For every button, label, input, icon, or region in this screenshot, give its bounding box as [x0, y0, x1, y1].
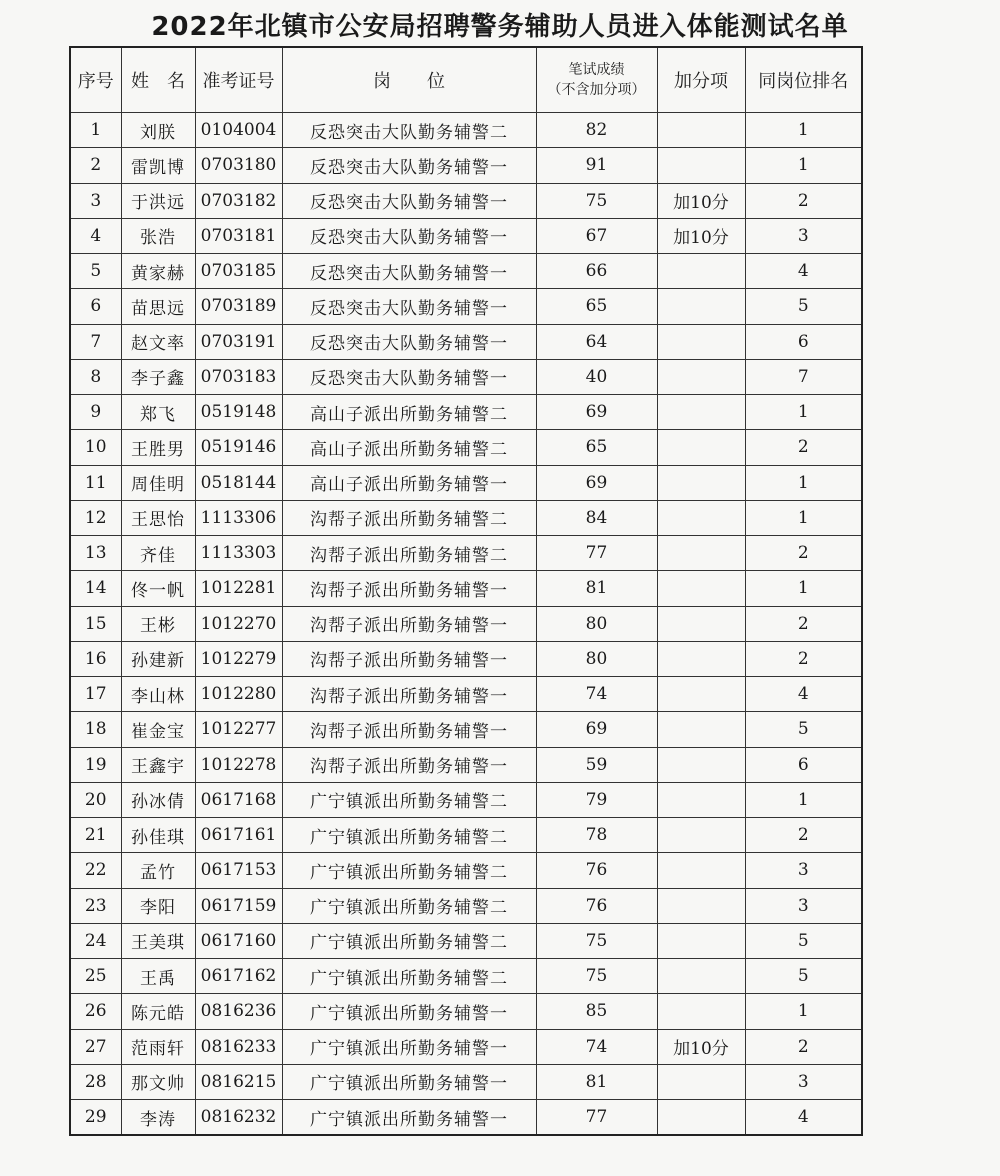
header-score-line1: 笔试成绩 [568, 62, 625, 78]
cell-exam-id: 0703191 [195, 324, 282, 359]
cell-score: 75 [536, 183, 657, 218]
cell-no: 6 [70, 289, 121, 324]
cell-no: 13 [70, 536, 121, 571]
cell-score: 76 [536, 853, 657, 888]
cell-name: 佟一帆 [121, 571, 195, 606]
candidate-table [69, 46, 863, 1136]
cell-score: 76 [536, 888, 657, 923]
cell-bonus [657, 782, 745, 817]
cell-bonus [657, 148, 745, 183]
cell-score: 74 [536, 1029, 657, 1064]
cell-bonus [657, 465, 745, 500]
cell-no: 11 [70, 465, 121, 500]
cell-bonus [657, 289, 745, 324]
cell-post: 反恐突击大队勤务辅警一 [282, 148, 536, 183]
cell-bonus [657, 606, 745, 641]
cell-post: 沟帮子派出所勤务辅警一 [282, 677, 536, 712]
cell-score: 69 [536, 465, 657, 500]
cell-bonus: 加10分 [657, 183, 745, 218]
cell-exam-id: 0703182 [195, 183, 282, 218]
cell-post: 广宁镇派出所勤务辅警一 [282, 1064, 536, 1099]
cell-rank: 4 [745, 677, 862, 712]
cell-exam-id: 0519148 [195, 395, 282, 430]
cell-exam-id: 1012278 [195, 747, 282, 782]
cell-post: 广宁镇派出所勤务辅警一 [282, 1100, 536, 1136]
cell-name: 李阳 [121, 888, 195, 923]
table-row [70, 254, 862, 289]
cell-exam-id: 0617160 [195, 923, 282, 958]
table-row [70, 430, 862, 465]
table-row [70, 853, 862, 888]
cell-post: 沟帮子派出所勤务辅警二 [282, 500, 536, 535]
cell-bonus [657, 959, 745, 994]
cell-bonus [657, 641, 745, 676]
cell-score: 77 [536, 1100, 657, 1136]
cell-no: 14 [70, 571, 121, 606]
cell-exam-id: 1012277 [195, 712, 282, 747]
cell-name: 王鑫宇 [121, 747, 195, 782]
cell-no: 29 [70, 1100, 121, 1136]
header-exam-id: 准考证号 [195, 47, 282, 113]
cell-score: 85 [536, 994, 657, 1029]
cell-bonus [657, 677, 745, 712]
table-row [70, 959, 862, 994]
cell-rank: 2 [745, 818, 862, 853]
cell-name: 张浩 [121, 218, 195, 253]
cell-post: 反恐突击大队勤务辅警一 [282, 359, 536, 394]
cell-rank: 2 [745, 430, 862, 465]
table-row [70, 183, 862, 218]
cell-score: 65 [536, 289, 657, 324]
cell-exam-id: 1012270 [195, 606, 282, 641]
cell-post: 广宁镇派出所勤务辅警一 [282, 994, 536, 1029]
cell-no: 2 [70, 148, 121, 183]
cell-post: 高山子派出所勤务辅警二 [282, 395, 536, 430]
cell-name: 刘朕 [121, 113, 195, 148]
cell-rank: 5 [745, 923, 862, 958]
cell-exam-id: 0617153 [195, 853, 282, 888]
cell-score: 66 [536, 254, 657, 289]
cell-rank: 4 [745, 254, 862, 289]
cell-score: 84 [536, 500, 657, 535]
cell-name: 齐佳 [121, 536, 195, 571]
table-row [70, 465, 862, 500]
cell-post: 广宁镇派出所勤务辅警二 [282, 959, 536, 994]
table-row [70, 606, 862, 641]
cell-score: 80 [536, 641, 657, 676]
cell-no: 4 [70, 218, 121, 253]
cell-exam-id: 1012279 [195, 641, 282, 676]
cell-no: 24 [70, 923, 121, 958]
cell-score: 64 [536, 324, 657, 359]
table-row [70, 923, 862, 958]
cell-name: 王美琪 [121, 923, 195, 958]
table-row [70, 289, 862, 324]
cell-name: 周佳明 [121, 465, 195, 500]
cell-exam-id: 1113306 [195, 500, 282, 535]
cell-post: 广宁镇派出所勤务辅警二 [282, 818, 536, 853]
cell-exam-id: 0617168 [195, 782, 282, 817]
cell-score: 79 [536, 782, 657, 817]
header-bonus: 加分项 [657, 47, 745, 113]
cell-name: 孙佳琪 [121, 818, 195, 853]
cell-rank: 1 [745, 782, 862, 817]
cell-rank: 2 [745, 1029, 862, 1064]
table-row [70, 536, 862, 571]
cell-name: 郑飞 [121, 395, 195, 430]
cell-rank: 3 [745, 888, 862, 923]
table-row [70, 1100, 862, 1136]
cell-post: 沟帮子派出所勤务辅警一 [282, 747, 536, 782]
cell-bonus [657, 500, 745, 535]
cell-name: 崔金宝 [121, 712, 195, 747]
cell-score: 67 [536, 218, 657, 253]
cell-bonus [657, 536, 745, 571]
cell-rank: 6 [745, 747, 862, 782]
cell-rank: 2 [745, 536, 862, 571]
cell-score: 65 [536, 430, 657, 465]
cell-post: 广宁镇派出所勤务辅警二 [282, 888, 536, 923]
cell-score: 80 [536, 606, 657, 641]
table-row [70, 677, 862, 712]
cell-no: 1 [70, 113, 121, 148]
cell-name: 王禹 [121, 959, 195, 994]
cell-score: 81 [536, 1064, 657, 1099]
cell-no: 9 [70, 395, 121, 430]
cell-name: 李子鑫 [121, 359, 195, 394]
table-row [70, 113, 862, 148]
cell-no: 16 [70, 641, 121, 676]
cell-bonus: 加10分 [657, 218, 745, 253]
cell-no: 27 [70, 1029, 121, 1064]
cell-no: 8 [70, 359, 121, 394]
table-row [70, 148, 862, 183]
cell-bonus [657, 853, 745, 888]
header-rank: 同岗位排名 [745, 47, 862, 113]
cell-rank: 1 [745, 994, 862, 1029]
table-row [70, 1064, 862, 1099]
cell-score: 75 [536, 923, 657, 958]
cell-no: 23 [70, 888, 121, 923]
cell-name: 王彬 [121, 606, 195, 641]
cell-post: 反恐突击大队勤务辅警二 [282, 113, 536, 148]
cell-no: 5 [70, 254, 121, 289]
cell-no: 19 [70, 747, 121, 782]
cell-score: 81 [536, 571, 657, 606]
cell-post: 广宁镇派出所勤务辅警二 [282, 923, 536, 958]
cell-bonus [657, 113, 745, 148]
table-body [70, 113, 862, 1136]
cell-rank: 2 [745, 641, 862, 676]
cell-no: 7 [70, 324, 121, 359]
header-no: 序号 [70, 47, 121, 113]
cell-name: 孙冰倩 [121, 782, 195, 817]
table-row [70, 571, 862, 606]
table-row [70, 888, 862, 923]
cell-no: 15 [70, 606, 121, 641]
cell-post: 反恐突击大队勤务辅警一 [282, 324, 536, 359]
cell-name: 孙建新 [121, 641, 195, 676]
cell-exam-id: 0816236 [195, 994, 282, 1029]
cell-post: 高山子派出所勤务辅警一 [282, 465, 536, 500]
cell-no: 28 [70, 1064, 121, 1099]
cell-post: 沟帮子派出所勤务辅警一 [282, 641, 536, 676]
cell-score: 74 [536, 677, 657, 712]
cell-score: 69 [536, 395, 657, 430]
document-title: 2022年北镇市公安局招聘警务辅助人员进入体能测试名单 [151, 12, 849, 42]
cell-rank: 5 [745, 959, 862, 994]
cell-score: 77 [536, 536, 657, 571]
cell-score: 91 [536, 148, 657, 183]
cell-bonus [657, 359, 745, 394]
cell-post: 沟帮子派出所勤务辅警一 [282, 606, 536, 641]
cell-post: 沟帮子派出所勤务辅警二 [282, 536, 536, 571]
cell-bonus [657, 818, 745, 853]
cell-no: 25 [70, 959, 121, 994]
cell-rank: 2 [745, 606, 862, 641]
cell-rank: 1 [745, 500, 862, 535]
cell-exam-id: 0816215 [195, 1064, 282, 1099]
cell-name: 陈元皓 [121, 994, 195, 1029]
cell-rank: 3 [745, 1064, 862, 1099]
cell-bonus [657, 923, 745, 958]
header-post: 岗 位 [282, 47, 536, 113]
cell-post: 反恐突击大队勤务辅警一 [282, 289, 536, 324]
cell-bonus [657, 888, 745, 923]
cell-exam-id: 0703181 [195, 218, 282, 253]
cell-score: 82 [536, 113, 657, 148]
cell-exam-id: 0816233 [195, 1029, 282, 1064]
cell-exam-id: 0518144 [195, 465, 282, 500]
cell-bonus [657, 1064, 745, 1099]
cell-rank: 1 [745, 395, 862, 430]
cell-name: 孟竹 [121, 853, 195, 888]
cell-name: 那文帅 [121, 1064, 195, 1099]
cell-post: 高山子派出所勤务辅警二 [282, 430, 536, 465]
cell-exam-id: 1113303 [195, 536, 282, 571]
cell-exam-id: 0617162 [195, 959, 282, 994]
table-row [70, 994, 862, 1029]
cell-exam-id: 1012280 [195, 677, 282, 712]
cell-exam-id: 0519146 [195, 430, 282, 465]
cell-rank: 7 [745, 359, 862, 394]
cell-score: 40 [536, 359, 657, 394]
cell-rank: 3 [745, 853, 862, 888]
cell-post: 广宁镇派出所勤务辅警一 [282, 1029, 536, 1064]
cell-post: 沟帮子派出所勤务辅警一 [282, 571, 536, 606]
cell-score: 78 [536, 818, 657, 853]
cell-rank: 1 [745, 571, 862, 606]
cell-exam-id: 0816232 [195, 1100, 282, 1136]
table-row [70, 500, 862, 535]
cell-post: 广宁镇派出所勤务辅警二 [282, 782, 536, 817]
table-row [70, 818, 862, 853]
cell-no: 26 [70, 994, 121, 1029]
cell-rank: 1 [745, 465, 862, 500]
cell-no: 18 [70, 712, 121, 747]
cell-score: 69 [536, 712, 657, 747]
table-row [70, 324, 862, 359]
header-score [536, 47, 657, 113]
cell-rank: 5 [745, 712, 862, 747]
cell-bonus: 加10分 [657, 1029, 745, 1064]
cell-name: 范雨轩 [121, 1029, 195, 1064]
cell-no: 12 [70, 500, 121, 535]
cell-no: 10 [70, 430, 121, 465]
cell-bonus [657, 571, 745, 606]
table-row [70, 641, 862, 676]
cell-name: 王思怡 [121, 500, 195, 535]
cell-exam-id: 0703189 [195, 289, 282, 324]
cell-exam-id: 0617161 [195, 818, 282, 853]
cell-exam-id: 0104004 [195, 113, 282, 148]
table-row [70, 1029, 862, 1064]
cell-post: 反恐突击大队勤务辅警一 [282, 254, 536, 289]
cell-name: 李涛 [121, 1100, 195, 1136]
cell-post: 广宁镇派出所勤务辅警二 [282, 853, 536, 888]
cell-bonus [657, 430, 745, 465]
cell-no: 17 [70, 677, 121, 712]
cell-rank: 6 [745, 324, 862, 359]
table-header [70, 47, 862, 113]
table-row [70, 395, 862, 430]
cell-rank: 5 [745, 289, 862, 324]
cell-rank: 1 [745, 148, 862, 183]
cell-name: 黄家赫 [121, 254, 195, 289]
header-row [70, 47, 862, 113]
cell-score: 75 [536, 959, 657, 994]
table-row [70, 218, 862, 253]
cell-exam-id: 0617159 [195, 888, 282, 923]
table-row [70, 747, 862, 782]
cell-name: 赵文率 [121, 324, 195, 359]
cell-name: 苗思远 [121, 289, 195, 324]
cell-bonus [657, 747, 745, 782]
cell-no: 21 [70, 818, 121, 853]
table-row [70, 712, 862, 747]
cell-name: 雷凯博 [121, 148, 195, 183]
header-score-line2: （不含加分项） [547, 82, 646, 98]
table-row [70, 782, 862, 817]
cell-name: 王胜男 [121, 430, 195, 465]
cell-no: 22 [70, 853, 121, 888]
cell-rank: 3 [745, 218, 862, 253]
cell-name: 于洪远 [121, 183, 195, 218]
cell-exam-id: 0703180 [195, 148, 282, 183]
cell-bonus [657, 712, 745, 747]
header-name: 姓 名 [121, 47, 195, 113]
cell-no: 3 [70, 183, 121, 218]
table-row [70, 359, 862, 394]
cell-bonus [657, 994, 745, 1029]
cell-no: 20 [70, 782, 121, 817]
cell-post: 反恐突击大队勤务辅警一 [282, 218, 536, 253]
cell-bonus [657, 254, 745, 289]
cell-rank: 1 [745, 113, 862, 148]
cell-rank: 2 [745, 183, 862, 218]
cell-name: 李山林 [121, 677, 195, 712]
cell-post: 反恐突击大队勤务辅警一 [282, 183, 536, 218]
cell-exam-id: 0703185 [195, 254, 282, 289]
cell-bonus [657, 324, 745, 359]
cell-rank: 4 [745, 1100, 862, 1136]
cell-score: 59 [536, 747, 657, 782]
cell-exam-id: 0703183 [195, 359, 282, 394]
cell-post: 沟帮子派出所勤务辅警一 [282, 712, 536, 747]
cell-bonus [657, 1100, 745, 1136]
cell-bonus [657, 395, 745, 430]
cell-exam-id: 1012281 [195, 571, 282, 606]
